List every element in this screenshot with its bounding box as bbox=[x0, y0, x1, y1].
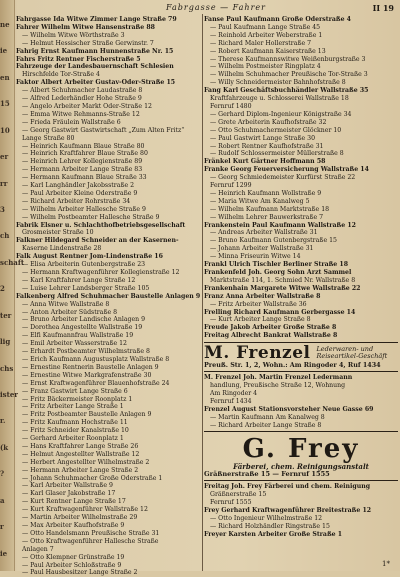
directory-entry: Lange Straße 80 bbox=[22, 134, 75, 142]
gutter-fragment: en bbox=[0, 72, 10, 82]
frenzel-ad-address: Preuß. Str. 1, 2, Wohn.: Am Ringoder 4, Ruf 1434 bbox=[204, 361, 381, 370]
directory-entry: — Fritz Schneider Kanalstraße 10 bbox=[22, 427, 129, 435]
directory-entry: — Bruno Arbeiter Landische Anlagen 9 bbox=[22, 316, 146, 324]
gutter-fragment: ie bbox=[0, 46, 8, 56]
directory-entry: Fang Karl Geschäftsbuchhändler Wallstraße 35 bbox=[204, 87, 369, 95]
directory-entry: — Otto Schuhmachermeister Glöckner 10 bbox=[210, 126, 342, 134]
directory-entry: — Frieda Fräulein Wallstraße 6 bbox=[22, 118, 121, 126]
directory-entry: Frankenstein Paul Kaufmann Wallstraße 12 bbox=[204, 221, 356, 229]
directory-entry: — Hans Kraftfahrer Lange Straße 26 bbox=[22, 442, 139, 450]
page-number-bottom: 1* bbox=[382, 560, 390, 568]
directory-entry: — Fritz Kaufmann Hochstraße 11 bbox=[22, 419, 128, 427]
directory-entry: — Kurt Rentner Lange Straße 17 bbox=[22, 498, 126, 506]
gutter-fragment: ? bbox=[0, 469, 5, 479]
frey-ad-name: G. Frey bbox=[242, 434, 360, 465]
directory-entry: — Otto Klempner Grünstraße 19 bbox=[22, 553, 125, 561]
directory-entry: — Hermann Kraftwagenführer Kollegienstraße 12 bbox=[22, 269, 180, 276]
directory-entry: — Karl Langhändler Jakobsstraße 2 bbox=[22, 182, 135, 190]
directory-entry: — Martin Kaufmann Am Kanalweg 8 bbox=[210, 413, 325, 421]
directory-entry: — Franz Gastwirt Lange Straße 6 bbox=[22, 387, 128, 395]
directory-entry: — Fritz Bäckermeister Roonplatz 1 bbox=[22, 395, 133, 403]
gutter-fragment: ne bbox=[0, 20, 10, 29]
directory-entry: — Anna Witwe Wallstraße 8 bbox=[22, 300, 110, 308]
directory-entry: — Herbert Angestellter Wilhelmstraße 2 bbox=[22, 458, 150, 466]
directory-entry: — Paul Arbeiter Kleine Oderstraße 9 bbox=[22, 189, 138, 197]
directory-entry: handlung, Preußische Straße 12, Wohnung bbox=[210, 381, 346, 389]
directory-entry: Frankenhain Margarete Witwe Wallstraße 22 bbox=[204, 284, 361, 292]
directory-entry: — Wilhelm Postmeister Ringplatz 4 bbox=[210, 63, 321, 71]
gutter-fragment: a bbox=[0, 495, 5, 505]
directory-entry: Fernruf 1555 bbox=[210, 499, 252, 507]
directory-entry: — Dorothea Angestellte Wallstraße 19 bbox=[22, 324, 143, 332]
directory-entry: Grosmeister Straße 10 bbox=[22, 229, 94, 237]
directory-entry: — Anton Arbeiter Südstraße 8 bbox=[22, 308, 118, 316]
gutter-fragment: 3 bbox=[0, 205, 5, 214]
gutter-fragment: 15 bbox=[0, 99, 10, 109]
directory-entry: Falk August Rentner Jom-Lindenstraße 16 bbox=[16, 253, 163, 261]
directory-entry: Fernruf 1299 bbox=[210, 182, 252, 190]
directory-entry: Falkenberg Alfred Schuhmacher Baustelle Anlagen 9 bbox=[16, 292, 201, 300]
gutter-fragment: ter bbox=[0, 310, 12, 320]
directory-entry: — Paul Arbeiter Schloßstraße 9 bbox=[22, 561, 122, 569]
directory-entry: — Karl Kraftfahrer Lange Straße 12 bbox=[22, 276, 136, 284]
frey-ad-address: Gräßnerstraße 15 — Fernruf 1555 bbox=[204, 470, 330, 479]
directory-entry: — Otto Ingenieur Wilhelmstraße 12 bbox=[210, 514, 323, 522]
directory-entry: Fabrik Elsner u. Schlachthofbetriebsgesellschaft bbox=[16, 221, 186, 229]
directory-entry: — Robert Rentner Kaufhofstraße 31 bbox=[210, 142, 324, 150]
right-column bbox=[204, 16, 398, 571]
directory-entry: — Wilhelm Schuhmacher Preußische Tor-Straße 3 bbox=[210, 71, 368, 79]
directory-entry: — Johann Schuhmacher Große Oderstraße 1 bbox=[22, 474, 163, 482]
directory-entry: — Fritz Arbeiter Wallstraße 36 bbox=[210, 300, 307, 308]
directory-entry: Falkner Hildegard Schneider an der Kasernen- bbox=[16, 237, 179, 245]
left-column bbox=[16, 16, 201, 577]
directory-entry: Kraftfahrzeuge u. Schlosserei Wallstraße 18 bbox=[210, 95, 349, 103]
frenzel-ad-name: M. Frenzel bbox=[204, 343, 311, 364]
gutter-fragment: ch bbox=[0, 231, 10, 241]
directory-entry: — Maria Witwe Am Kanalweg 5 bbox=[210, 197, 310, 205]
page-number-top: II 19 bbox=[372, 3, 394, 13]
directory-entry: Frenzel August Stationsvorsteher Neue Gasse 69 bbox=[204, 405, 374, 413]
directory-entry: — Helmut Hessischer Straße Gerwinstr. 7 bbox=[22, 39, 154, 47]
directory-entry: Freude Jakob Arbeiter Große Straße 8 bbox=[204, 324, 337, 332]
directory-entry: — Kurt Kraftwagenführer Wallstraße 12 bbox=[22, 506, 148, 514]
directory-entry: — Richard Arbeiter Rohrstraße 34 bbox=[22, 197, 131, 205]
directory-entry: — Andreas Arbeiter Wallstraße 31 bbox=[210, 229, 318, 237]
directory-entry: — Georg Gastwirt Gastwirtschaft „Zum Alten Fritz“ bbox=[22, 126, 185, 134]
gutter-fragment: r. bbox=[0, 416, 6, 426]
directory-entry: — Wilhelm Postbeamter Hallesche Straße 9 bbox=[22, 213, 160, 221]
directory-entry: — Wilhelm Lehrer Bauwerkstraße 7 bbox=[210, 213, 324, 221]
directory-entry: — Heinrich Lehrer Kollegienstraße 89 bbox=[22, 158, 143, 166]
directory-entry: Fernruf 1480 bbox=[210, 102, 252, 110]
directory-entry: Fahrig Ernst Kaufmann Hunnenstraße Nr. 15 bbox=[16, 47, 174, 55]
directory-entry: — Gerhard Arbeiter Roonplatz 1 bbox=[22, 435, 124, 443]
directory-entry: — Emil Arbeiter Wasserstraße 12 bbox=[22, 340, 127, 348]
frenzel-ad-tagline-1: Lederwaren- und bbox=[316, 345, 374, 354]
directory-entry: — Luise Lehrer Landsberger Straße 105 bbox=[22, 284, 150, 292]
right-column-entries-mid bbox=[204, 374, 398, 429]
directory-entry: — Helmut Angestellter Wallstraße 12 bbox=[22, 450, 140, 458]
directory-entry: Gräßnerstraße 15 bbox=[210, 491, 267, 499]
directory-entry: — Richard Maler Hollerstraße 7 bbox=[210, 39, 312, 47]
directory-entry: — Fritz Arbeiter Lange Straße 1 bbox=[22, 403, 124, 411]
gutter-fragment: rr bbox=[0, 178, 8, 188]
gutter-fragment: 2 bbox=[0, 284, 5, 294]
gutter-fragment: lig bbox=[0, 337, 11, 347]
directory-entry: Kaserne Lindenstraße 28 bbox=[22, 245, 102, 253]
frey-advertisement bbox=[204, 431, 398, 481]
directory-entry: Fränkel Kurt Gärtner Hoffmann 58 bbox=[204, 158, 326, 166]
directory-entry: — Gerhard Diplom-Ingenieur Königstraße 34 bbox=[210, 110, 352, 118]
directory-entry: — Ernestine Rentnerin Baustelle Anlagen 9 bbox=[22, 363, 159, 371]
directory-entry: — Ernestine Witwe Markgrafenstraße 30 bbox=[22, 371, 152, 379]
directory-entry: — Elisa Arbeiterin Gutenbergstraße 23 bbox=[22, 261, 146, 269]
frenzel-advertisement bbox=[204, 342, 398, 372]
gutter-fragment: er bbox=[0, 152, 9, 162]
frenzel-ad-tagline bbox=[316, 346, 387, 360]
directory-entry: Hirschfelde Tor-Straße 4 bbox=[22, 71, 100, 79]
directory-entry: Frankenfeld Joh. Georg Sohn Arzt Sammel bbox=[204, 269, 352, 276]
directory-entry: — Max Arbeiter Kaufhofstraße 9 bbox=[22, 522, 125, 529]
directory-entry: Fanse Paul Kaufmann Große Oderstraße 4 bbox=[204, 16, 351, 23]
directory-entry: — Hermann Kaufmann Blaue Straße 33 bbox=[22, 174, 147, 182]
directory-entry: — Wilhelm Witwe Wörthstraße 3 bbox=[22, 31, 125, 39]
directory-entry: Frey Gerhard Kraftwagenführer Breitestraße 12 bbox=[204, 506, 372, 514]
directory-entry: — Ernst Kraftwagenführer Blauenhofstraße 24 bbox=[22, 379, 170, 387]
gutter-fragment: 10 bbox=[0, 125, 10, 135]
gutter-fragment: schaft bbox=[0, 257, 25, 267]
gutter-fragment: (k bbox=[0, 442, 9, 452]
directory-entry: — Paul Kaufmann Lange Straße 45 bbox=[210, 23, 321, 31]
directory-entry: — Fritz Postbeamter Baustelle Anlagen 9 bbox=[22, 411, 152, 419]
directory-entry: — Alfred Lederhändler Hohe Straße 9 bbox=[22, 95, 142, 103]
directory-entry: — Karl Arbeiter Wallstraße 9 bbox=[22, 482, 113, 490]
directory-entry: — Erich Kaufmann Augustusplatz Wallstraße 8 bbox=[22, 355, 170, 363]
directory-entry: — Richard Holzhändler Ringstraße 15 bbox=[210, 522, 330, 530]
gutter-fragment: ister bbox=[0, 390, 18, 399]
directory-entry: Franke Georg Feuerversicherung Wallstraße 14 bbox=[204, 166, 369, 174]
running-head-title: Fabrgasse — Fahrer bbox=[166, 3, 266, 12]
gutter-fragment: r bbox=[0, 522, 4, 532]
gutter-fragment: chs bbox=[0, 363, 14, 373]
directory-entry: Fahrer Wilhelm Witwe Hansenstraße 88 bbox=[16, 23, 155, 31]
directory-entry: Fahrgasse Ida Witwe Zimmer Lange Straße 79 bbox=[16, 16, 177, 23]
right-column-entries-bottom bbox=[204, 483, 398, 538]
directory-entry: M. Frenzel Joh. Martin Frenzel Ledermann bbox=[204, 374, 353, 382]
directory-entry: — Heinrich Kaufmann Blaue Straße 80 bbox=[22, 142, 145, 150]
directory-entry: — Johann Arbeiter Wallstraße 31 bbox=[210, 245, 314, 253]
directory-entry: — Paul Hausbesitzer Lange Straße 2 bbox=[22, 569, 138, 577]
directory-entry: — Otto Handelsmann Preußische Straße 31 bbox=[22, 529, 160, 537]
column-divider bbox=[202, 14, 203, 571]
directory-entry: — Richard Arbeiter Lange Straße 8 bbox=[210, 421, 322, 429]
directory-entry: — Rudolf Schlossermeister Müllerstraße 8 bbox=[210, 150, 344, 158]
directory-entry: — Therese Kaufmannswitwe Weißenburgstraße 3 bbox=[210, 55, 366, 63]
directory-entry: — Robert Kaufmann Kaiserstraße 13 bbox=[210, 47, 326, 55]
directory-entry: — Kurt Arbeiter Lange Straße 8 bbox=[210, 316, 311, 324]
directory-entry: Fahrs Fritz Rentner Fischerstraße 5 bbox=[16, 55, 141, 63]
directory-entry: — Grete Arbeiterin Kaufhofstraße 32 bbox=[210, 118, 327, 126]
directory-entry: Frankl Ulrich Tischler Berliner Straße 18 bbox=[204, 261, 349, 269]
directory-entry: — Elfi Kaufmannfrau Wallstraße 19 bbox=[22, 332, 134, 340]
directory-entry: — Wilhelm Kaufmann Marktstraße 18 bbox=[210, 205, 330, 213]
directory-entry: — Otto Kraftwagenführer Hallesche Straße bbox=[22, 537, 159, 545]
frenzel-ad-tagline-2: Reiseartikel-Geschäft bbox=[316, 352, 388, 361]
directory-entry: — Paul Gastwirt Lange Straße 30 bbox=[210, 134, 316, 142]
directory-entry: Faktor Albert Arbeiter Gustav-Oder-Straße 15 bbox=[16, 79, 176, 87]
directory-entry: — Georg Schmiedemeister Kurfürst Straße 22 bbox=[210, 174, 356, 182]
directory-entry: Freitag Albrecht Bankrat Wallstraße 8 bbox=[204, 332, 338, 340]
frey-ad-tagline: Färberei, chem. Reinigungsanstalt bbox=[233, 462, 369, 472]
directory-entry: Franz Anna Arbeiter Wallstraße 8 bbox=[204, 292, 321, 300]
directory-entry: Am Ringoder 4 bbox=[210, 389, 258, 397]
gutter-fragment: ie bbox=[0, 548, 8, 558]
running-head bbox=[16, 3, 396, 15]
directory-entry: Marktstraße 114, 1. Schmied Nr. Wallstraße 8 bbox=[210, 276, 356, 284]
directory-entry: Fernruf 1434 bbox=[210, 397, 252, 405]
directory-entry: — Heinrich Kraftfahrer Blaue Straße 80 bbox=[22, 150, 148, 158]
directory-entry: — Reinhold Arbeiter Weberstraße 1 bbox=[210, 31, 323, 39]
directory-entry: — Emma Witwe Rehmanns-Straße 12 bbox=[22, 110, 140, 118]
directory-entry: Anlagen 7 bbox=[22, 545, 54, 553]
directory-entry: Freyer Karsten Arbeiter Große Straße 1 bbox=[204, 530, 343, 538]
directory-entry: — Martin Arbeiter Wilhelmstraße 29 bbox=[22, 514, 138, 522]
directory-entry: — Wilhelm Arbeiter Hallesche Straße 9 bbox=[22, 205, 146, 213]
directory-entry: — Angelo Arbeiter Markt Oder-Straße 12 bbox=[22, 102, 152, 110]
directory-entry: Fahrzeuge der Landesbauernschaft Schlesien bbox=[16, 63, 174, 71]
directory-entry: — Albert Schuhmacher Laudastraße 8 bbox=[22, 87, 143, 95]
directory-entry: — Bruno Kaufmann Gutenbergstraße 15 bbox=[210, 237, 337, 245]
directory-entry: Frelling Richard Kaufmann Gerbergasse 14 bbox=[204, 308, 356, 316]
directory-entry: Freitag Joh. Frey Färberei und chem. Reinigung bbox=[204, 483, 371, 491]
right-column-entries-top bbox=[204, 16, 398, 340]
directory-entry: — Heinrich Kaufmann Wollstraße 9 bbox=[210, 189, 322, 197]
directory-entry: — Karl Glaser Jakobstraße 17 bbox=[22, 490, 116, 498]
directory-entry: — Hermann Arbeiter Lange Straße 83 bbox=[22, 166, 143, 174]
directory-entry: — Erhardt Postbeamter Wilhelmstraße 8 bbox=[22, 348, 150, 356]
directory-entry: — Minna Friseurin Witwe 14 bbox=[210, 253, 301, 261]
directory-entry: — Willy Schneidermeister Bahnhofstraße 8 bbox=[210, 79, 346, 87]
directory-entry: — Hermann Arbeiter Lange Straße 2 bbox=[22, 466, 139, 474]
